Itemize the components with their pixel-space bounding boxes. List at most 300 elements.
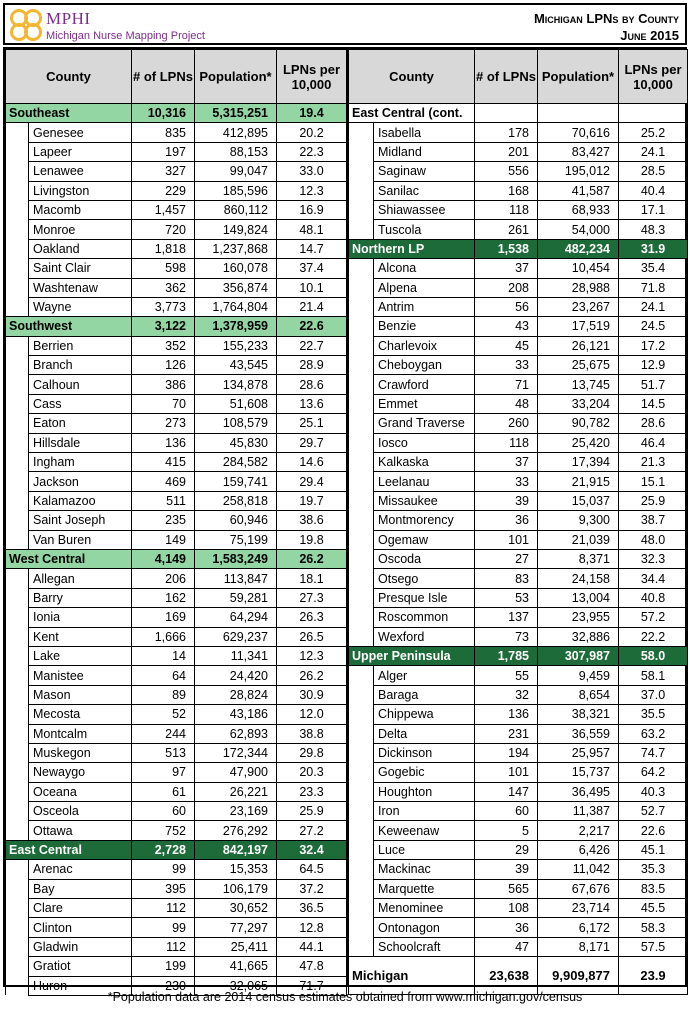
county-name: Manistee: [29, 666, 132, 685]
indent-cell: [6, 569, 29, 588]
indent-cell: [349, 899, 374, 918]
lpns-per-10000: 27.3: [277, 588, 347, 607]
county-row: [349, 782, 688, 801]
population-value: 8,171: [538, 937, 619, 956]
lpn-count: 5: [475, 821, 538, 840]
lpn-count: 169: [132, 608, 195, 627]
population-value: 75,199: [195, 530, 277, 549]
population-value: 33,204: [538, 394, 619, 413]
population-value: 6,172: [538, 918, 619, 937]
lpns-per-10000: 26.5: [277, 627, 347, 646]
lpns-per-10000: [619, 104, 688, 123]
region-row: [349, 239, 688, 258]
county-row: [6, 200, 347, 219]
indent-cell: [6, 724, 29, 743]
lpns-per-10000: 18.1: [277, 569, 347, 588]
population-value: 99,047: [195, 162, 277, 181]
lpn-count: 1,457: [132, 200, 195, 219]
population-value: 21,039: [538, 530, 619, 549]
county-row: [349, 220, 688, 239]
population-value: 482,234: [538, 239, 619, 258]
lpn-count: 261: [475, 220, 538, 239]
population-value: 11,042: [538, 860, 619, 879]
county-name: Alpena: [374, 278, 475, 297]
county-row: [6, 860, 347, 879]
county-name: Houghton: [374, 782, 475, 801]
region-name: West Central: [6, 549, 132, 568]
lpns-per-10000: 17.1: [619, 200, 688, 219]
population-value: 13,745: [538, 375, 619, 394]
population-value: 8,371: [538, 549, 619, 568]
population-value: 629,237: [195, 627, 277, 646]
report-header: [3, 3, 687, 45]
population-value: 8,654: [538, 685, 619, 704]
county-name: Baraga: [374, 685, 475, 704]
indent-cell: [349, 375, 374, 394]
lpns-per-10000: 30.9: [277, 685, 347, 704]
lpns-per-10000: 33.0: [277, 162, 347, 181]
lpns-per-10000: 45.5: [619, 899, 688, 918]
county-name: Benzie: [374, 317, 475, 336]
col-header-county: County: [349, 50, 475, 104]
population-value: 59,281: [195, 588, 277, 607]
population-value: 9,459: [538, 666, 619, 685]
population-value: 9,300: [538, 511, 619, 530]
lpn-count: 1,538: [475, 239, 538, 258]
indent-cell: [6, 375, 29, 394]
county-name: Berrien: [29, 336, 132, 355]
county-row: [349, 123, 688, 142]
population-value: 68,933: [538, 200, 619, 219]
lpns-per-10000: 26.2: [277, 549, 347, 568]
lpns-per-10000: 29.7: [277, 433, 347, 452]
indent-cell: [349, 588, 374, 607]
lpns-per-10000: 57.5: [619, 937, 688, 956]
lpns-per-10000: 58.3: [619, 918, 688, 937]
lpn-count: 61: [132, 782, 195, 801]
county-row: [6, 569, 347, 588]
lpns-per-10000: 22.3: [277, 142, 347, 161]
indent-cell: [6, 394, 29, 413]
lpn-count: 47: [475, 937, 538, 956]
county-name: Livingston: [29, 181, 132, 200]
population-value: 15,037: [538, 491, 619, 510]
lpns-per-10000: 23.3: [277, 782, 347, 801]
indent-cell: [6, 414, 29, 433]
county-row: [349, 511, 688, 530]
county-row: [6, 433, 347, 452]
lpns-per-10000: 22.6: [277, 317, 347, 336]
population-value: 860,112: [195, 200, 277, 219]
lpn-count: 565: [475, 879, 538, 898]
county-name: Isabella: [374, 123, 475, 142]
indent-cell: [6, 511, 29, 530]
population-value: 160,078: [195, 259, 277, 278]
county-row: [6, 705, 347, 724]
county-name: Newaygo: [29, 763, 132, 782]
tables-container: [3, 47, 687, 993]
logo-subtitle: Michigan Nurse Mapping Project: [46, 30, 205, 42]
lpns-per-10000: 20.3: [277, 763, 347, 782]
county-row: [349, 200, 688, 219]
county-row: [349, 142, 688, 161]
lpn-count: 71: [475, 375, 538, 394]
county-row: [349, 162, 688, 181]
lpns-per-10000: 19.7: [277, 491, 347, 510]
left-header-row: [6, 50, 347, 104]
county-name: Iosco: [374, 433, 475, 452]
lpns-per-10000: 37.2: [277, 879, 347, 898]
county-name: Branch: [29, 356, 132, 375]
lpns-per-10000: 38.8: [277, 724, 347, 743]
county-row: [6, 356, 347, 375]
county-name: Van Buren: [29, 530, 132, 549]
lpn-count: 60: [475, 802, 538, 821]
county-name: Ottawa: [29, 821, 132, 840]
lpns-per-10000: 58.1: [619, 666, 688, 685]
col-header-county: County: [6, 50, 132, 104]
lpn-count: 1,785: [475, 646, 538, 665]
lpns-per-10000: 28.5: [619, 162, 688, 181]
lpns-per-10000: 44.1: [277, 937, 347, 956]
lpns-per-10000: 35.5: [619, 705, 688, 724]
indent-cell: [6, 705, 29, 724]
county-name: Ionia: [29, 608, 132, 627]
population-value: 24,158: [538, 569, 619, 588]
population-value: 51,608: [195, 394, 277, 413]
indent-cell: [349, 394, 374, 413]
county-row: [6, 821, 347, 840]
right-header-row: [349, 50, 688, 104]
county-name: Genesee: [29, 123, 132, 142]
lpns-per-10000: 13.6: [277, 394, 347, 413]
county-row: [349, 879, 688, 898]
lpn-count: 835: [132, 123, 195, 142]
indent-cell: [349, 278, 374, 297]
population-value: 258,818: [195, 491, 277, 510]
indent-cell: [6, 162, 29, 181]
lpn-count: 99: [132, 860, 195, 879]
lpn-count: 39: [475, 860, 538, 879]
county-name: Macomb: [29, 200, 132, 219]
county-row: [6, 918, 347, 937]
lpn-count: 720: [132, 220, 195, 239]
county-row: [6, 627, 347, 646]
population-value: 26,221: [195, 782, 277, 801]
right-county-table: [348, 49, 688, 995]
indent-cell: [6, 627, 29, 646]
population-value: 11,341: [195, 646, 277, 665]
county-row: [349, 666, 688, 685]
county-name: Lake: [29, 646, 132, 665]
indent-cell: [349, 860, 374, 879]
lpn-count: 33: [475, 356, 538, 375]
lpns-per-10000: 12.0: [277, 705, 347, 724]
population-value: 25,420: [538, 433, 619, 452]
county-name: Lapeer: [29, 142, 132, 161]
logo-text: MPHI: [46, 9, 91, 28]
population-value: 159,741: [195, 472, 277, 491]
lpn-count: 362: [132, 278, 195, 297]
population-value: 54,000: [538, 220, 619, 239]
lpn-count: 201: [475, 142, 538, 161]
county-row: [6, 162, 347, 181]
lpns-per-10000: 24.1: [619, 297, 688, 316]
county-name: Gogebic: [374, 763, 475, 782]
indent-cell: [6, 860, 29, 879]
population-value: 60,946: [195, 511, 277, 530]
county-row: [6, 724, 347, 743]
lpns-per-10000: 38.7: [619, 511, 688, 530]
lpn-count: 178: [475, 123, 538, 142]
lpns-per-10000: 35.4: [619, 259, 688, 278]
lpns-per-10000: 46.4: [619, 433, 688, 452]
indent-cell: [6, 588, 29, 607]
population-value: 28,824: [195, 685, 277, 704]
county-row: [349, 899, 688, 918]
lpns-per-10000: 83.5: [619, 879, 688, 898]
population-value: 67,676: [538, 879, 619, 898]
county-name: Barry: [29, 588, 132, 607]
indent-cell: [349, 472, 374, 491]
lpns-per-10000: 32.4: [277, 840, 347, 859]
county-row: [349, 394, 688, 413]
lpn-count: 162: [132, 588, 195, 607]
county-row: [6, 511, 347, 530]
county-name: Mason: [29, 685, 132, 704]
county-name: Oakland: [29, 239, 132, 258]
lpns-per-10000: 51.7: [619, 375, 688, 394]
indent-cell: [349, 433, 374, 452]
lpn-count: 43: [475, 317, 538, 336]
county-name: Mecosta: [29, 705, 132, 724]
lpns-per-10000: 15.1: [619, 472, 688, 491]
county-row: [6, 278, 347, 297]
region-row: [6, 104, 347, 123]
county-name: Emmet: [374, 394, 475, 413]
county-name: Alger: [374, 666, 475, 685]
county-row: [349, 743, 688, 762]
population-value: 1,378,959: [195, 317, 277, 336]
population-value: 11,387: [538, 802, 619, 821]
region-name: Northern LP: [349, 239, 475, 258]
county-row: [349, 608, 688, 627]
county-row: [349, 278, 688, 297]
population-value: 90,782: [538, 414, 619, 433]
indent-cell: [6, 142, 29, 161]
lpn-count: 230: [132, 976, 195, 995]
population-value: 10,454: [538, 259, 619, 278]
lpns-per-10000: 25.9: [277, 802, 347, 821]
lpns-per-10000: 47.8: [277, 957, 347, 976]
indent-cell: [349, 879, 374, 898]
county-name: Kalkaska: [374, 453, 475, 472]
lpn-count: 197: [132, 142, 195, 161]
county-row: [349, 763, 688, 782]
county-row: [6, 608, 347, 627]
county-name: Gratiot: [29, 957, 132, 976]
lpns-per-10000: 19.4: [277, 104, 347, 123]
lpns-per-10000: 64.5: [277, 860, 347, 879]
county-row: [6, 879, 347, 898]
county-name: Wayne: [29, 297, 132, 316]
county-name: Grand Traverse: [374, 414, 475, 433]
county-row: [6, 220, 347, 239]
county-row: [349, 937, 688, 956]
indent-cell: [6, 278, 29, 297]
county-name: Allegan: [29, 569, 132, 588]
county-row: [349, 705, 688, 724]
lpns-per-10000: 22.7: [277, 336, 347, 355]
col-header-population: Population*: [538, 50, 619, 104]
left-county-table: [5, 49, 347, 996]
lpn-count: 206: [132, 569, 195, 588]
lpn-count: 39: [475, 491, 538, 510]
lpn-count: 23,638: [475, 957, 538, 995]
indent-cell: [349, 491, 374, 510]
county-row: [6, 394, 347, 413]
lpn-count: 136: [475, 705, 538, 724]
indent-cell: [349, 763, 374, 782]
lpn-count: 136: [132, 433, 195, 452]
lpns-per-10000: 64.2: [619, 763, 688, 782]
lpns-per-10000: 23.9: [619, 957, 688, 995]
lpn-count: 137: [475, 608, 538, 627]
lpns-per-10000: 32.3: [619, 549, 688, 568]
lpn-count: 3,122: [132, 317, 195, 336]
footnote: *Population data are 2014 census estimates obtained from www.michigan.gov/census: [107, 990, 583, 1004]
lpns-per-10000: 40.8: [619, 588, 688, 607]
county-name: Sanilac: [374, 181, 475, 200]
population-value: 43,186: [195, 705, 277, 724]
county-row: [6, 123, 347, 142]
lpn-count: 36: [475, 918, 538, 937]
county-name: Eaton: [29, 414, 132, 433]
county-name: Montcalm: [29, 724, 132, 743]
lpn-count: 386: [132, 375, 195, 394]
population-value: 106,179: [195, 879, 277, 898]
lpn-count: 60: [132, 802, 195, 821]
county-row: [6, 491, 347, 510]
lpns-per-10000: 26.3: [277, 608, 347, 627]
region-name: East Central: [6, 840, 132, 859]
lpns-per-10000: 12.8: [277, 918, 347, 937]
county-row: [6, 181, 347, 200]
lpn-count: 3,773: [132, 297, 195, 316]
indent-cell: [349, 414, 374, 433]
population-value: 284,582: [195, 453, 277, 472]
lpn-count: 45: [475, 336, 538, 355]
county-name: Cheboygan: [374, 356, 475, 375]
population-value: 26,121: [538, 336, 619, 355]
indent-cell: [6, 356, 29, 375]
region-name: East Central (cont.: [349, 104, 475, 123]
lpns-per-10000: 22.6: [619, 821, 688, 840]
population-value: 25,957: [538, 743, 619, 762]
lpn-count: 10,316: [132, 104, 195, 123]
county-row: [6, 297, 347, 316]
population-value: 47,900: [195, 763, 277, 782]
lpns-per-10000: 10.1: [277, 278, 347, 297]
population-value: 9,909,877: [538, 957, 619, 995]
population-value: 83,427: [538, 142, 619, 161]
county-row: [349, 259, 688, 278]
lpn-count: 1,666: [132, 627, 195, 646]
county-name: Clinton: [29, 918, 132, 937]
county-name: Oceana: [29, 782, 132, 801]
lpn-count: 29: [475, 840, 538, 859]
county-row: [6, 375, 347, 394]
lpn-count: 52: [132, 705, 195, 724]
indent-cell: [349, 297, 374, 316]
population-value: 5,315,251: [195, 104, 277, 123]
indent-cell: [349, 666, 374, 685]
lpns-per-10000: 27.2: [277, 821, 347, 840]
indent-cell: [349, 743, 374, 762]
lpns-per-10000: 24.1: [619, 142, 688, 161]
population-value: 195,012: [538, 162, 619, 181]
county-row: [349, 472, 688, 491]
indent-cell: [349, 918, 374, 937]
lpns-per-10000: 25.9: [619, 491, 688, 510]
lpn-count: 101: [475, 763, 538, 782]
lpns-per-10000: 28.6: [619, 414, 688, 433]
county-name: Missaukee: [374, 491, 475, 510]
lpns-per-10000: 74.7: [619, 743, 688, 762]
county-name: Montmorency: [374, 511, 475, 530]
county-row: [349, 549, 688, 568]
population-value: 1,237,868: [195, 239, 277, 258]
indent-cell: [349, 356, 374, 375]
lpn-count: 235: [132, 511, 195, 530]
county-name: Muskegon: [29, 743, 132, 762]
indent-cell: [6, 220, 29, 239]
county-name: Alcona: [374, 259, 475, 278]
population-value: 276,292: [195, 821, 277, 840]
lpn-count: 70: [132, 394, 195, 413]
lpns-per-10000: 38.6: [277, 511, 347, 530]
lpn-count: 752: [132, 821, 195, 840]
lpn-count: 55: [475, 666, 538, 685]
population-value: 6,426: [538, 840, 619, 859]
county-row: [349, 414, 688, 433]
indent-cell: [349, 162, 374, 181]
population-value: 41,587: [538, 181, 619, 200]
lpn-count: 112: [132, 899, 195, 918]
indent-cell: [349, 802, 374, 821]
lpn-count: 199: [132, 957, 195, 976]
indent-cell: [349, 569, 374, 588]
county-name: Ingham: [29, 453, 132, 472]
indent-cell: [349, 705, 374, 724]
county-name: Keweenaw: [374, 821, 475, 840]
population-value: 842,197: [195, 840, 277, 859]
population-value: 185,596: [195, 181, 277, 200]
population-value: 45,830: [195, 433, 277, 452]
county-name: Bay: [29, 879, 132, 898]
population-value: 25,411: [195, 937, 277, 956]
indent-cell: [349, 937, 374, 956]
population-value: 356,874: [195, 278, 277, 297]
lpn-count: 14: [132, 646, 195, 665]
indent-cell: [6, 433, 29, 452]
lpns-per-10000: 17.2: [619, 336, 688, 355]
county-row: [349, 433, 688, 452]
indent-cell: [349, 511, 374, 530]
lpns-per-10000: 45.1: [619, 840, 688, 859]
county-row: [6, 957, 347, 976]
county-row: [6, 588, 347, 607]
